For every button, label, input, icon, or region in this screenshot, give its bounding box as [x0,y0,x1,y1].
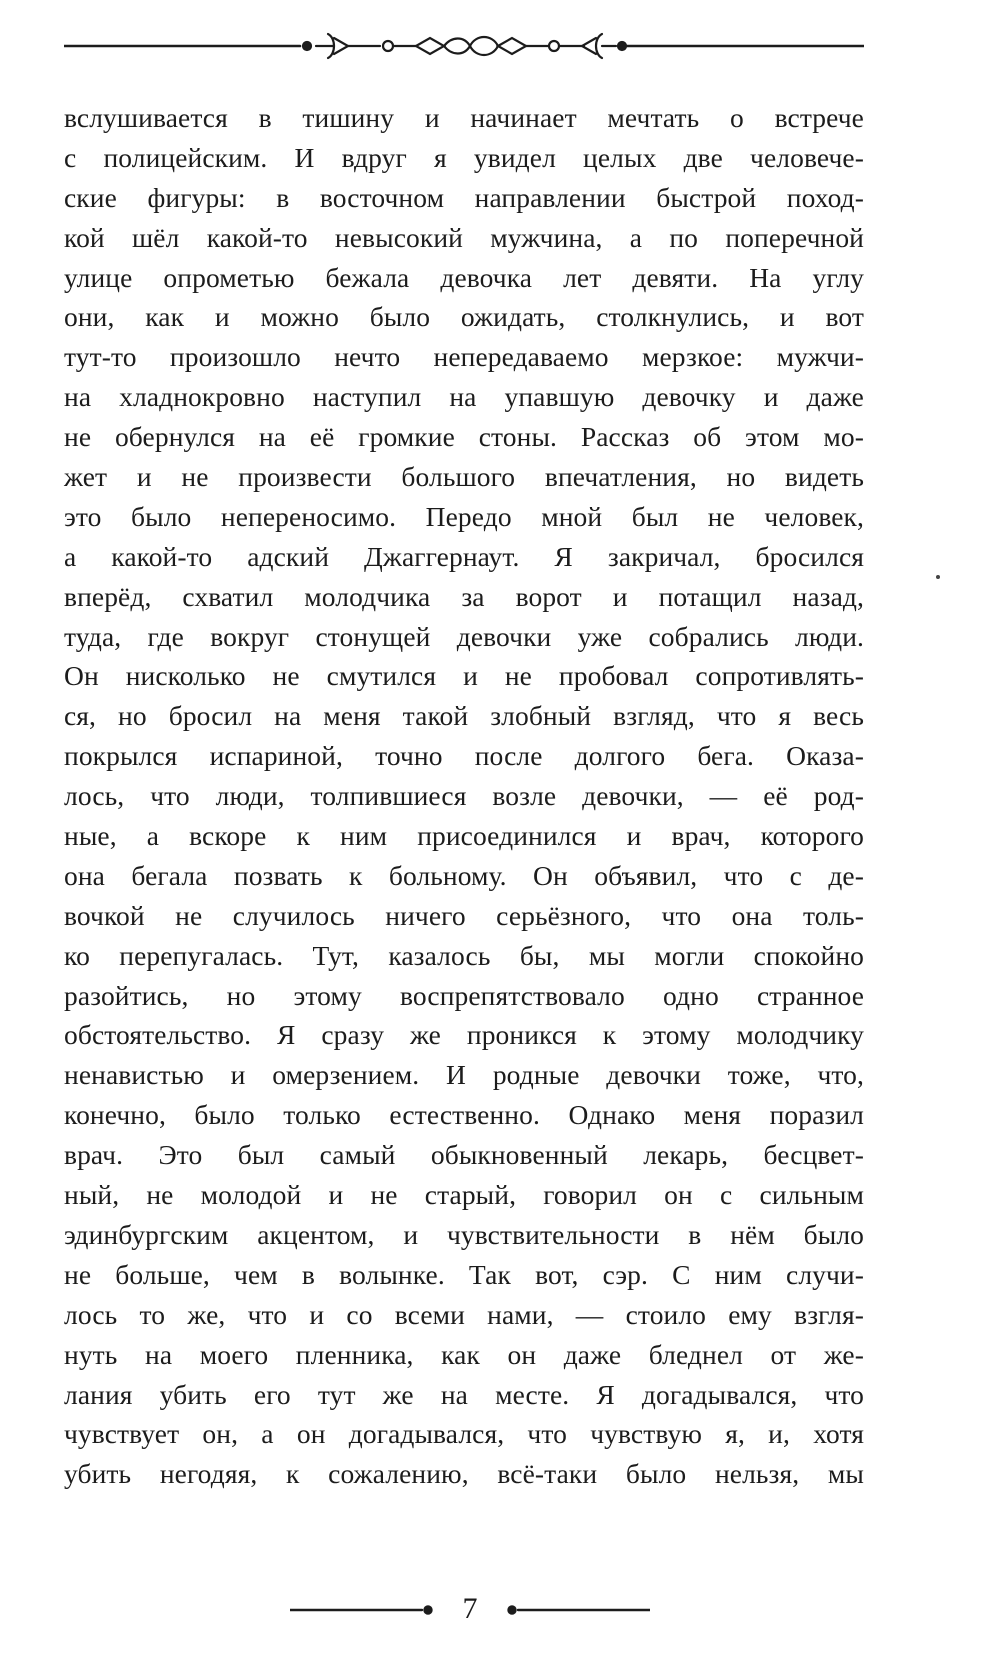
text-line: лось то же, что и со всеми нами, — стоило ему взгля- [64,1298,864,1330]
text-line: разойтись, но этому воспрепятствовало одно странное [64,979,864,1011]
page-number: 7 [462,1592,478,1625]
print-speck [936,575,940,579]
text-line: тут-то произошло нечто непередаваемо мерзкое: мужчи- [64,341,864,373]
text-line: обстоятельство. Я сразу же проникся к этому молодчику [64,1019,864,1051]
text-line: эдинбургским акцентом, и чувствительности в нём было [64,1218,864,1250]
text-line: ные, а вскоре к ним присоединился и врач, которого [64,820,864,852]
text-line: ские фигуры: в восточном направлении быстрой поход- [64,181,864,213]
body-text [64,98,864,1494]
text-line: не больше, чем в волынке. Так вот, сэр. С ним случи- [64,1258,864,1290]
text-line: врач. Это был самый обыкновенный лекарь, бесцвет- [64,1139,864,1171]
text-line: ко перепугалась. Тут, казалось бы, мы могли спокойно [64,939,864,971]
text-line: это было непереносимо. Передо мной был не человек, [64,500,864,532]
header-ornament-icon [64,24,864,68]
text-line: на хладнокровно наступил на упавшую девочку и даже [64,381,864,413]
text-line: вслушивается в тишину и начинает мечтать о встрече [64,102,864,133]
text-line: не обернулся на её громкие стоны. Рассказ об этом мо- [64,421,864,453]
page-footer [290,1589,650,1629]
text-line: чувствует он, а он догадывался, что чувствую я, и, хотя [64,1418,864,1450]
text-line: ся, но бросил на меня такой злобный взгляд, что я весь [64,700,864,732]
text-line: убить негодяя, к сожалению, всё-таки было нельзя, мы [64,1458,864,1490]
text-line: Он нисколько не смутился и не пробовал сопротивлять- [64,660,864,692]
text-line: ный, не молодой и не старый, говорил он с сильным [64,1179,864,1211]
text-line: а какой-то адский Джаггернаут. Я закричал, бросился [64,540,864,572]
text-line: с полицейским. И вдруг я увидел целых две человече- [64,141,864,173]
text-line: лось, что люди, толпившиеся возле девочки, — её род- [64,780,864,812]
text-line: вперёд, схватил молодчика за ворот и потащил назад, [64,580,864,612]
text-line: они, как и можно было ожидать, столкнулись, и вот [64,301,864,333]
text-line: она бегала позвать к больному. Он объявил, что с де- [64,859,864,891]
text-line: вочкой не случилось ничего серьёзного, что она толь- [64,899,864,931]
text-line: покрылся испариной, точно после долгого бега. Оказа- [64,740,864,772]
text-line: конечно, было только естественно. Однако меня поразил [64,1099,864,1131]
text-line: нуть на моего пленника, как он даже бледнел от же- [64,1338,864,1370]
text-line: жет и не произвести большого впечатления, но видеть [64,461,864,493]
text-line: кой шёл какой-то невысокий мужчина, а по поперечной [64,221,864,253]
text-line: лания убить его тут же на месте. Я догадывался, что [64,1378,864,1410]
text-line: туда, где вокруг стонущей девочки уже собрались люди. [64,620,864,652]
text-line: улице опрометью бежала девочка лет девяти. На углу [64,261,864,293]
text-line: ненавистью и омерзением. И родные девочки тоже, что, [64,1059,864,1091]
